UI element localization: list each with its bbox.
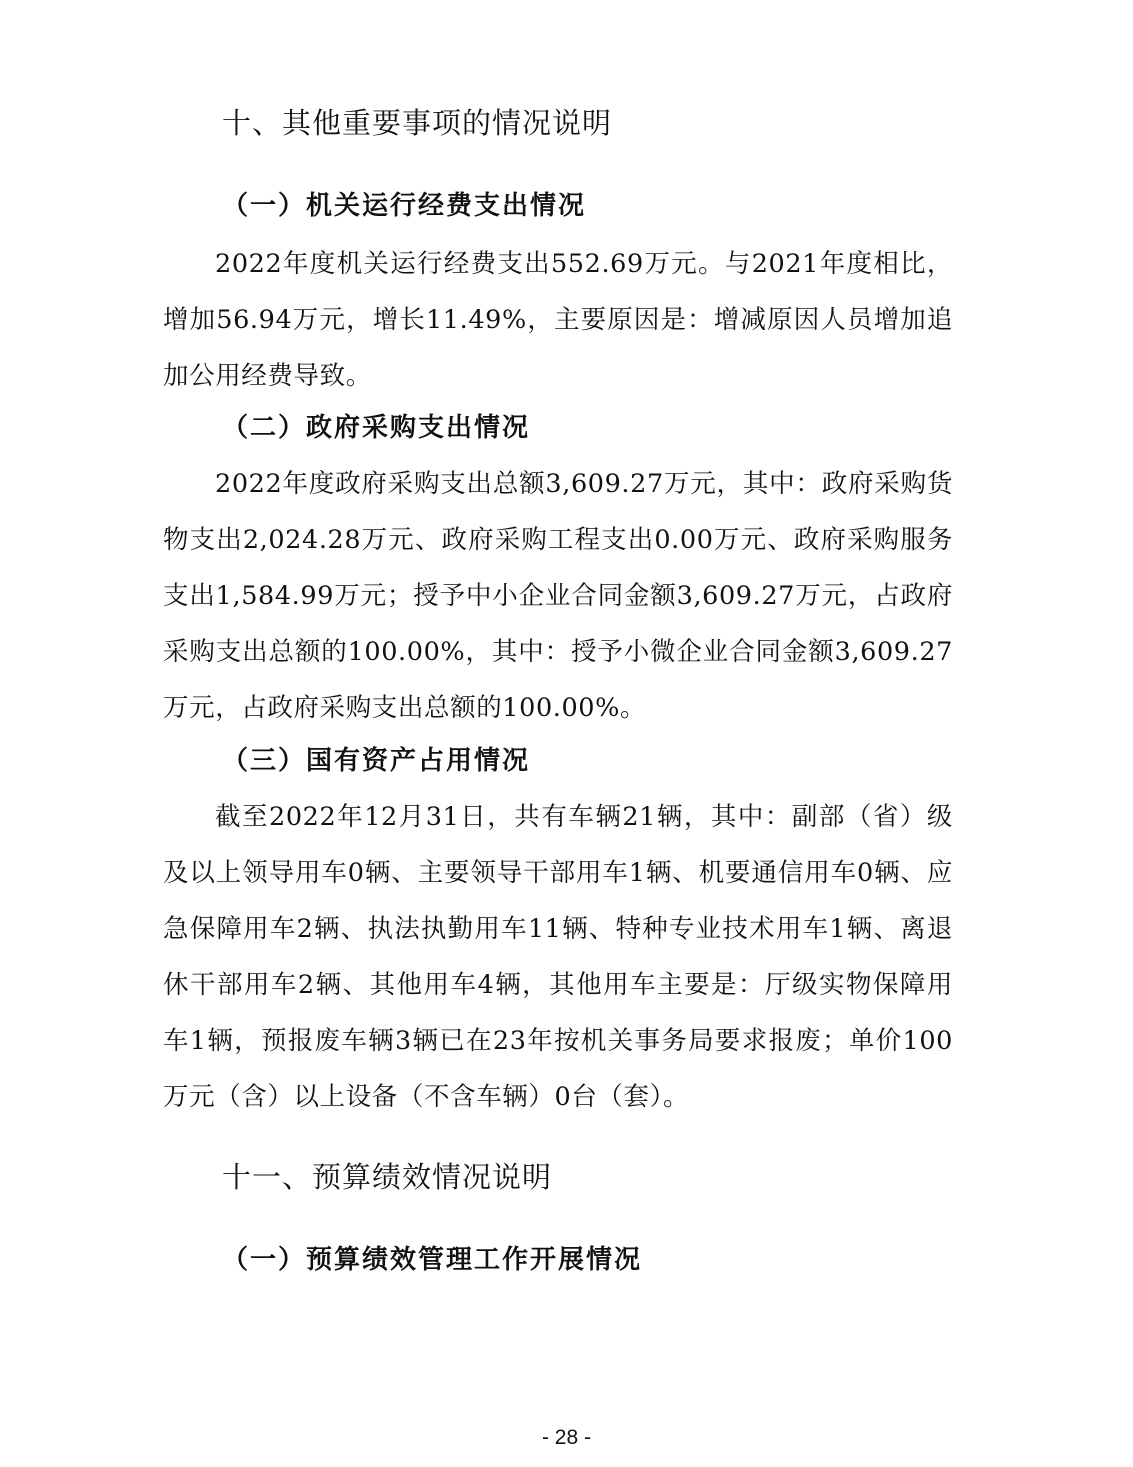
section-10-1-heading: （一）机关运行经费支出情况 xyxy=(222,191,587,221)
section-10-heading: 十、其他重要事项的情况说明 xyxy=(222,106,613,140)
section-10-3-heading: （三）国有资产占用情况 xyxy=(222,746,531,776)
section-10-2-heading: （二）政府采购支出情况 xyxy=(222,413,531,443)
section-10-1-paragraph: 2022年度机关运行经费支出552.69万元。与2021年度相比，增加56.94万元，增长11.49%，主要原因是：增减原因人员增加追加公用经费导致。 xyxy=(163,249,953,391)
section-11-heading: 十一、预算绩效情况说明 xyxy=(222,1160,553,1194)
section-10-2-paragraph: 2022年度政府采购支出总额3,609.27万元，其中：政府采购货物支出2,024.28万元、政府采购工程支出0.00万元、政府采购服务支出1,584.99万元；授予中小企业合同金额3,609.27万元，占政府采购支出总额的100.00%，其中：授予小微企业合同金额3,609.27万元，占政府采购支出总额的100.00%。 xyxy=(163,469,953,723)
section-11-1-heading: （一）预算绩效管理工作开展情况 xyxy=(222,1245,643,1275)
page-number: - 28 - xyxy=(541,1426,591,1449)
section-10-3-paragraph: 截至2022年12月31日，共有车辆21辆，其中：副部（省）级及以上领导用车0辆、主要领导干部用车1辆、机要通信用车0辆、应急保障用车2辆、执法执勤用车11辆、特种专业技术用车1辆、离退休干部用车2辆、其他用车4辆，其他用车主要是：厅级实物保障用车1辆，预报废车辆3辆已在23年按机关事务局要求报废；单价100万元（含）以上设备（不含车辆）0台（套）。 xyxy=(163,802,953,1112)
